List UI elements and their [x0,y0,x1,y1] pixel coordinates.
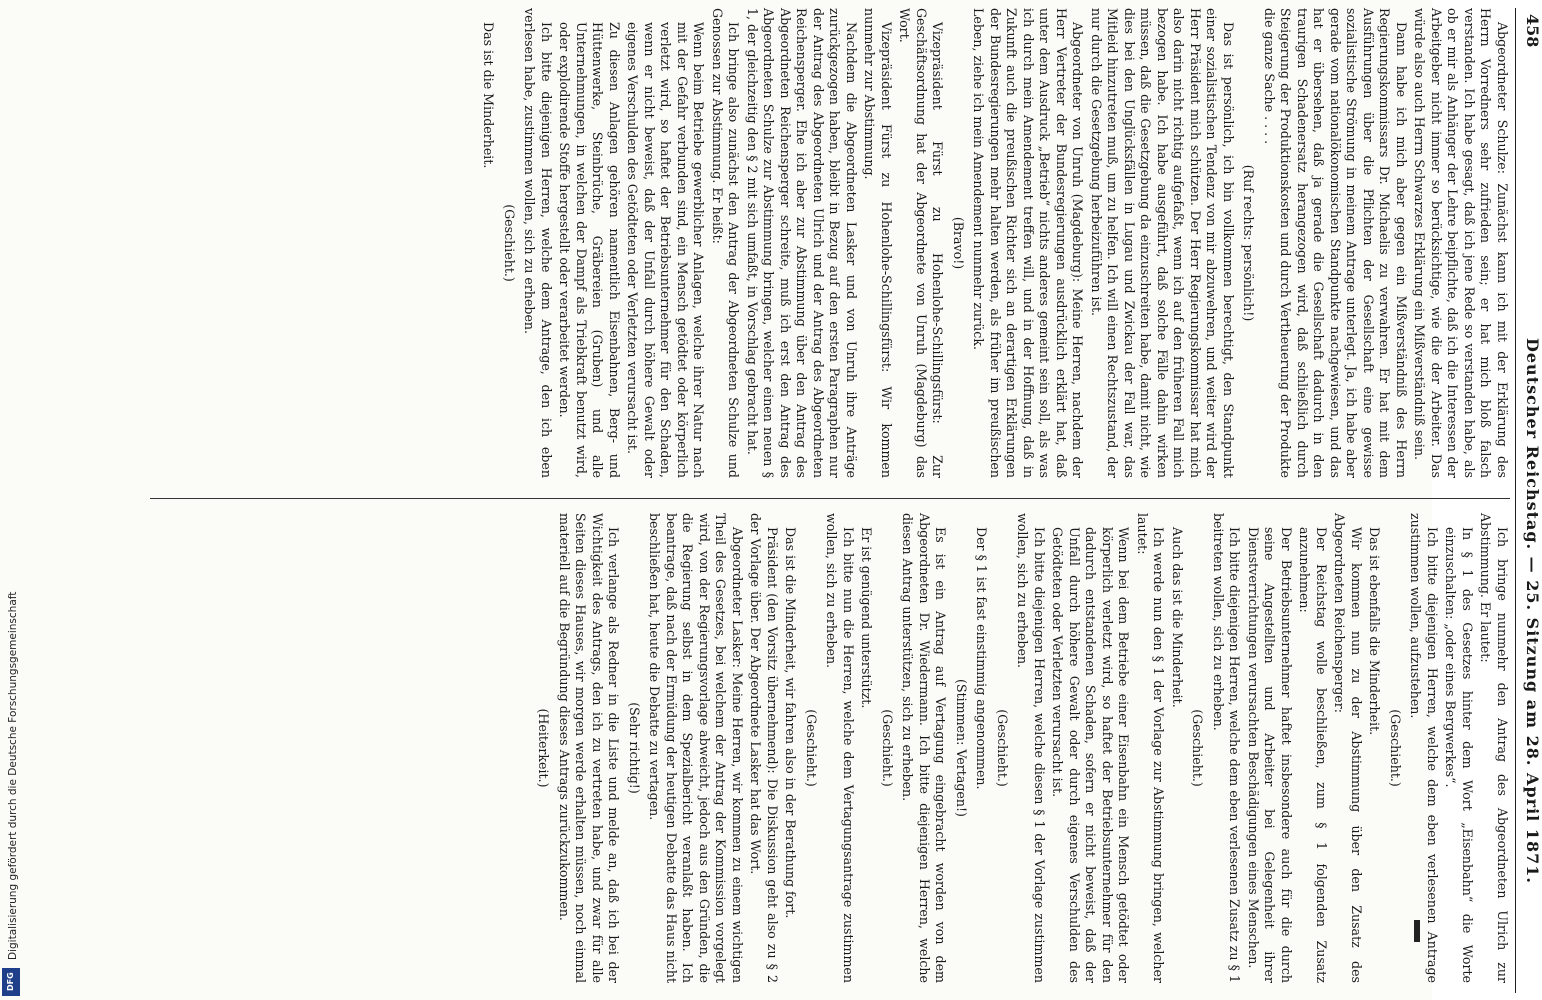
scan-edge-mark [1414,920,1420,942]
paragraph: Ich werde nun den § 1 der Vorlage zur Abstimmung bringen, welcher lautet: [1135,513,1167,983]
paragraph: Das ist ebenfalls die Minderheit. [1367,527,1383,736]
left-column [150,8,1510,478]
paragraph: Ich bitte diejenigen Herren, welche diesen § 1 der Vorlage zustimmen wollen, sich zu erheben. [1015,513,1047,983]
quoted-motion: Wenn bei dem Betriebe einer Eisenbahn ein Mensch getödtet oder körperlich verletzt wird, so haftet der Betriebsunternehmer für den dadurch entstandenen Schaden, sofern er nicht beweist, daß der Unfall durch höhere Gewalt oder durch eigenes Verschulden des Getödteten oder Verletzten verursacht ist. [1050,527,1132,983]
paragraph: Präsident (den Vorsitz übernehmend): Die Diskussion geht also zu § 2 der Vorlage über. Der Abgeordnete Lasker hat das Wort. [748,513,780,983]
paragraph: Es ist ein Antrag auf Vertagung eingebracht worden von dem Abgeordneten Dr. Wiedermann. Ich bitte diejenigen Herren, welche diesen Antrag unterstützen, sich zu erheben. [900,513,949,983]
paragraph: Ich verlange als Redner in die Liste und melde an, daß ich bei der Wichtigkeit des Antrags, den ich zu vertreten habe, und zwar für alle Seiten dieses Hauses, wir morgen werde erhalten müssen, noch einmal materiell auf die Begründung dieses Antrags zurückzukommen. [557,513,622,983]
quoted-motion: In § 1 des Gesetzes hinter dem Wort „Eisenbahn“ die Worte einzuschalten: „oder eines Bergwerkes“. [1443,527,1475,983]
paragraph: Er ist genügend unterstützt. [859,527,875,709]
quoted-motion: Der Betriebsunternehmer haftet insbesondere auch für die durch seine Angestellten und Arbeiter bei Gelegenheit ihrer Dienstverrichtungen verursachten Beschädigungen eines Menschen. [1246,527,1294,983]
paragraph: Vizepräsident Fürst zu Hohenlohe-Schillingsfürst: Wir kommen nunmehr zur Abstimmung. [862,8,894,478]
stage-direction: (Geschieht.) [804,709,819,787]
stage-direction: (Heiterkeit.) [536,708,552,788]
paragraph: Auch das ist die Minderheit. [1170,527,1185,708]
quoted-motion: Zu diesen Anlagen gehören namentlich Eisenbahnen, Berg- und Hüttenwerke, Steinbrüche, Gräbereien (Gruben) und alle Unternehmungen, in welchen der Dampf als Triebkraft benutzt wird, oder explodirende Stoffe hergestellt oder verarbeitet werden. [557,22,622,478]
paragraph: Ich bitte diejenigen Herren, welche dem Antrage, den ich eben verlesen habe, zustimmen wollen, sich zu erheben. [522,8,554,478]
paragraph: Ich bringe also zunächst den Antrag der Abgeordneten Schulze und Genossen zur Abstimmung. Er heißt: [710,8,742,478]
stage-direction: (Bravo!) [951,216,966,270]
stage-direction: (Geschieht.) [1190,709,1206,787]
paragraph: Der § 1 ist fast einstimmig angenommen. [974,527,990,790]
paragraph: Das ist die Minderheit. [481,22,497,169]
paragraph: Ich bringe nunmehr den Antrag des Abgeordneten Ulrich zur Abstimmung. Er lautet: [1478,513,1510,983]
stage-direction: (Geschieht.) [880,709,895,787]
digitization-footer [0,0,22,1000]
quoted-motion: Der Reichstag wolle beschließen, zum § 1 folgenden Zusatz anzunehmen: [1297,527,1329,983]
paragraph: Ich bitte nun die Herren, welche dem Vertagungsantrage zustimmen wollen, sich zu erheben. [824,513,856,983]
paragraph: Ich bitte diejenigen Herren, welche dem eben verlesenen Antrage zustimmen wollen, aufzustehen. [1408,513,1440,983]
paragraph: Wir kommen nun zu der Abstimmung über den Zusatz des Abgeordneten Reichensperger: [1332,513,1364,983]
right-column [150,513,1510,983]
paragraph: Ich bitte diejenigen Herren, welche dem eben verlesenen Zusatz zu § 1 beitreten wollen, sich zu erheben. [1211,513,1243,983]
paragraph: Vizepräsident Fürst zu Hohenlohe-Schillingsfürst: Zur Geschäftsordnung hat der Abgeordnete von Unruh (Magdeburg) das Wort. [897,8,946,478]
column-divider [150,498,1510,499]
paragraph: Abgeordneter Schulze: Zunächst kann ich mit der Erklärung des Herrn Vorredners sehr zufrieden sein; er hat mich bloß falsch verstanden. Ich habe gesagt, daß ich jene Rede so verstanden habe, als ob er mir als Anhänger der Lehre beipflichte, daß ich die Interessen der Arbeitgeber nicht immer so berücksichtige, wie die der Arbeiter. Das würde also auch Herrn Schwarzes Erklärung ein Mißverständniß sein. [1412,8,1510,478]
page-title: Deutscher Reichstag. — 25. Sitzung am 28. April 1871. [1523,338,1542,884]
paragraph: Abgeordneter Lasker: Meine Herren, wir kommen zu einem wichtigen Theil des Gesetzes, bei welchem der Antrag der Kommission vorgelegt wird, von der Regierungsvorlage abweicht, jedoch aus den Gründen, die die Regierung selbst in dem Spezialbericht veranlaßt haben. Ich beantrage, daß nach der Ermüdung der heutigen Debatte das Haus nicht beschließen hat, heute die Debatte zu vertagen. [647,513,745,983]
header-rule [1515,8,1516,993]
stage-direction: (Ruf rechts: persönlich!) [1241,164,1257,322]
page-number: 458 [1523,14,1542,48]
paragraph: Das ist die Minderheit, wir fahren also in der Berathung fort. [783,527,799,919]
page-header [1516,8,1540,993]
paragraph: Nachdem die Abgeordneten Lasker und von Unruh ihre Anträge zurückgezogen haben, bleibt in Bezug auf den ersten Paragraphen nur der Antrag des Abgeordneten Ulrich und der Antrag des Abgeordneten Reichensperger. Ehe ich aber zur Abstimmung über den Antrag des Abgeordneten Reichensperger schreite, muß ich erst den Antrag des Abgeordneten Schulze zur Abstimmung bringen, welcher einen neuen § 1, der gleichzeitig den § 2 mit sich umfaßt, in Vorschlag gebracht hat. [745,8,859,478]
paragraph: Das ist persönlich, ich bin vollkommen berechtigt, den Standpunkt einer sozialistischen Tendenz von mir abzuwehren, und weiter wird der Herr Präsident mich schützen. Der Herr Regierungskommissar hat mich also darin nicht richtig aufgefaßt, wenn ich auf den früheren Fall mich bezogen habe. Ich habe ausgeführt, daß solche Fälle dahin wirken müssen, daß die Gesetzgebung da einzuschreiten habe, damit nicht, wie dies bei den Unglücksfällen in Lugau und Zwickau der Fall war, das Mitleid hinzutreten muß, um zu helfen. Ich will einen Rechtszustand, der nur durch die Gesetzgebung herbeizuführen ist. [1089,8,1236,478]
stage-direction: (Sehr richtig!) [627,702,642,794]
dfg-logo: DFG [2,968,20,996]
rotated-document-page [135,8,1540,993]
stage-direction: (Stimmen: Vertagen!) [954,679,969,817]
stage-direction: (Geschieht.) [502,204,517,282]
paragraph: Abgeordneter von Unruh (Magdeburg): Meine Herren, nachdem der Herr Vertreter der Bundesregierungen ausdrücklich erklärt hat, daß unter dem Ausdruck „Betrieb“ nichts anderes gemeint sein soll, als was ich durch mein Amendement treffen will, und in der Hoffnung, daß in Zukunft auch die preußischen Richter sich an derartigen Erklärungen der Bundesregierungen mehr halten werden, als früher im preußischen Leben, ziehe ich mein Amendement nunmehr zurück. [971,8,1086,478]
stage-direction: (Geschieht.) [1388,709,1403,787]
paragraph: Dann habe ich mich aber gegen ein Mißverständniß des Herrn Regierungskommissars Dr. Michaelis zu verwahren. Er hat mit dem Ausführungen über die Pflichten der Gesellschaft eine gewisse sozialistische Strömung in meinem Antrage unterlegt. Ja, ich habe aber gerade vom nationalökonomischen Standpunkte nachgewiesen, und das hat er übersehen, daß ja gerade die Gesellschaft dadurch in den traurigen Schadenersatz herangezogen wird, daß schließlich durch Steigerung der Produktionskosten und durch Vertheuerung der Produkte die ganze Sache . . . . [1262,8,1409,478]
digitization-note: Digitalisierung gefördert durch die Deutsche Forschungsgemeinschaft [7,591,19,960]
stage-direction: (Geschieht.) [995,709,1010,787]
quoted-motion: Wenn beim Betriebe gewerblicher Anlagen, welche ihrer Natur nach mit der Gefahr verbunden sind, ein Mensch getödtet oder körperlich verletzt wird, so haftet der Betriebsunternehmer für den Schaden, wenn er nicht beweist, daß der Unfall durch höhere Gewalt oder eigenes Verschulden des Getödteten oder Verletzten verursacht ist. [625,22,707,478]
